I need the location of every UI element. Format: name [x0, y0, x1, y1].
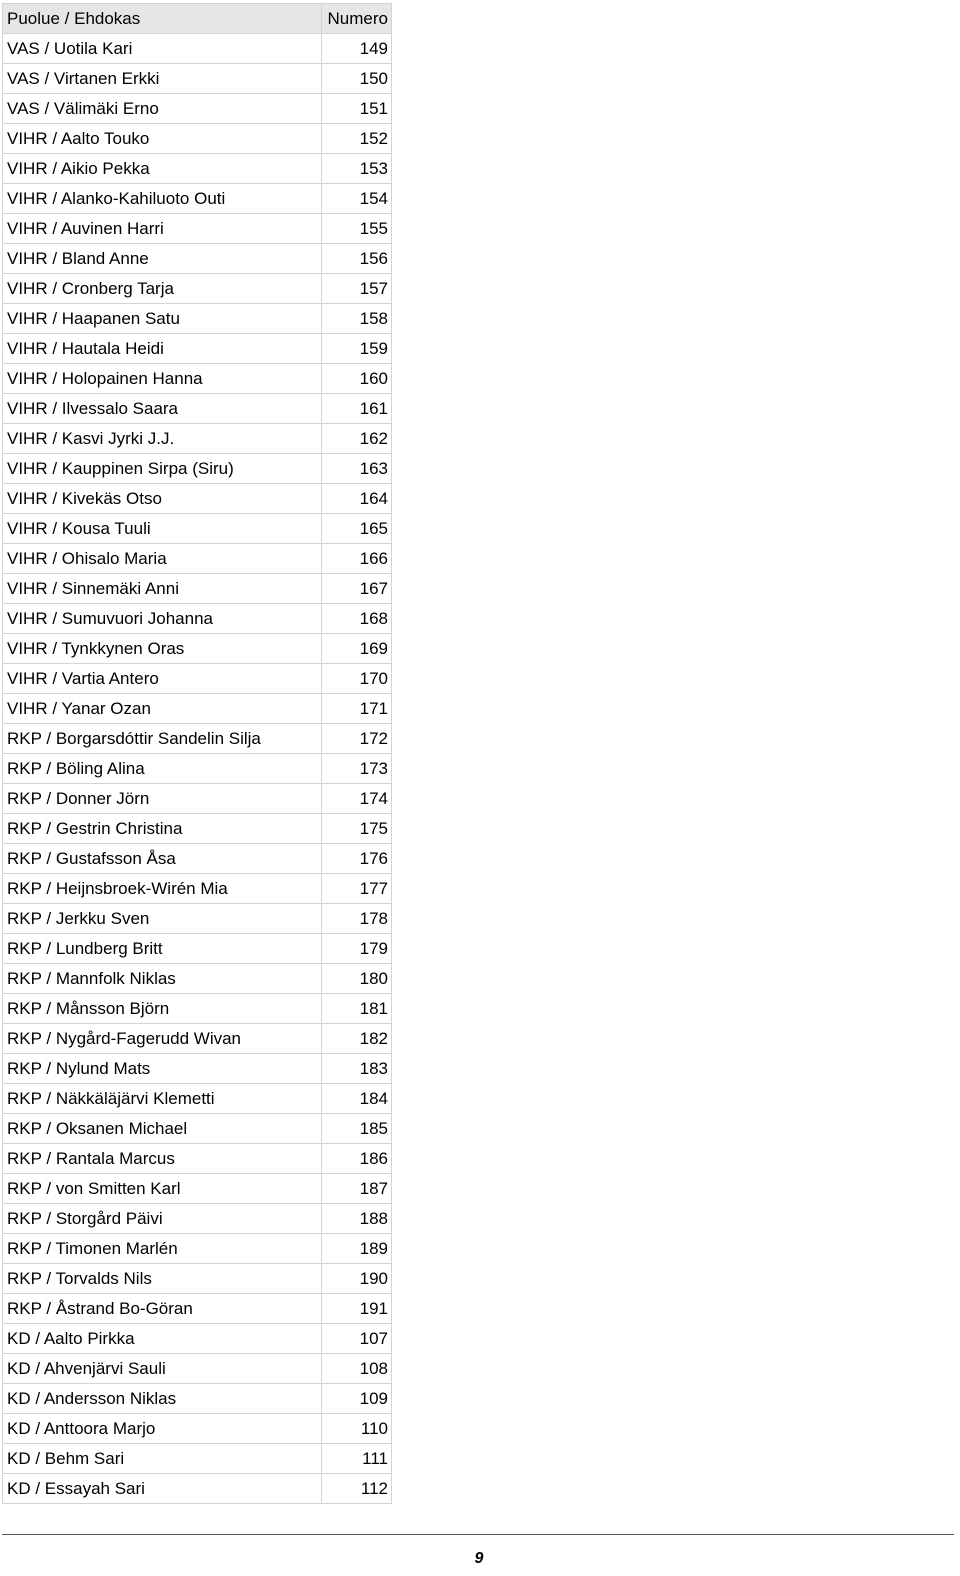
candidate-number-cell: 167	[322, 574, 392, 604]
candidate-name-cell: KD / Aalto Pirkka	[3, 1324, 322, 1354]
table-row	[3, 1474, 392, 1504]
table-row	[3, 784, 392, 814]
candidate-number-cell: 179	[322, 934, 392, 964]
table-row	[3, 244, 392, 274]
candidate-name-cell: VIHR / Ilvessalo Saara	[3, 394, 322, 424]
candidate-name-cell: VIHR / Tynkkynen Oras	[3, 634, 322, 664]
candidate-number-cell: 110	[322, 1414, 392, 1444]
table-row	[3, 1384, 392, 1414]
candidate-number-cell: 150	[322, 64, 392, 94]
candidate-number-cell: 149	[322, 34, 392, 64]
table-row	[3, 1294, 392, 1324]
table-row	[3, 184, 392, 214]
candidate-number-cell: 176	[322, 844, 392, 874]
candidate-number-cell: 161	[322, 394, 392, 424]
candidate-number-cell: 163	[322, 454, 392, 484]
table-row	[3, 424, 392, 454]
candidate-number-cell: 189	[322, 1234, 392, 1264]
table-row	[3, 34, 392, 64]
table-row	[3, 124, 392, 154]
candidate-name-cell: RKP / Rantala Marcus	[3, 1144, 322, 1174]
candidate-name-cell: RKP / Gestrin Christina	[3, 814, 322, 844]
candidate-name-cell: VAS / Virtanen Erkki	[3, 64, 322, 94]
candidate-name-cell: RKP / Donner Jörn	[3, 784, 322, 814]
table-row	[3, 1114, 392, 1144]
candidate-number-cell: 175	[322, 814, 392, 844]
candidate-number-cell: 109	[322, 1384, 392, 1414]
candidate-name-cell: RKP / Heijnsbroek-Wirén Mia	[3, 874, 322, 904]
candidate-number-cell: 181	[322, 994, 392, 1024]
table-row	[3, 334, 392, 364]
table-row	[3, 484, 392, 514]
candidate-number-cell: 172	[322, 724, 392, 754]
table-row	[3, 1024, 392, 1054]
candidate-number-cell: 174	[322, 784, 392, 814]
table-row	[3, 634, 392, 664]
candidate-name-cell: VIHR / Sumuvuori Johanna	[3, 604, 322, 634]
candidate-number-cell: 153	[322, 154, 392, 184]
table-row	[3, 1174, 392, 1204]
candidate-name-cell: KD / Anttoora Marjo	[3, 1414, 322, 1444]
candidate-name-cell: VIHR / Sinnemäki Anni	[3, 574, 322, 604]
table-row	[3, 994, 392, 1024]
candidate-number-cell: 156	[322, 244, 392, 274]
candidate-number-cell: 183	[322, 1054, 392, 1084]
candidate-number-cell: 182	[322, 1024, 392, 1054]
candidate-name-cell: VIHR / Vartia Antero	[3, 664, 322, 694]
candidate-name-cell: VIHR / Holopainen Hanna	[3, 364, 322, 394]
candidate-name-cell: VIHR / Kasvi Jyrki J.J.	[3, 424, 322, 454]
table-row	[3, 754, 392, 784]
table-row	[3, 544, 392, 574]
candidate-number-cell: 151	[322, 94, 392, 124]
candidate-name-cell: RKP / Åstrand Bo-Göran	[3, 1294, 322, 1324]
candidate-name-cell: VIHR / Aalto Touko	[3, 124, 322, 154]
candidate-name-cell: VIHR / Ohisalo Maria	[3, 544, 322, 574]
table-row	[3, 1144, 392, 1174]
header-party-candidate: Puolue / Ehdokas	[3, 4, 322, 34]
table-row	[3, 214, 392, 244]
candidate-name-cell: VAS / Uotila Kari	[3, 34, 322, 64]
candidate-number-cell: 162	[322, 424, 392, 454]
candidate-number-cell: 165	[322, 514, 392, 544]
candidate-name-cell: KD / Essayah Sari	[3, 1474, 322, 1504]
candidate-number-cell: 155	[322, 214, 392, 244]
candidate-table	[2, 3, 392, 1504]
table-row	[3, 694, 392, 724]
table-row	[3, 1354, 392, 1384]
candidate-name-cell: RKP / Torvalds Nils	[3, 1264, 322, 1294]
candidate-number-cell: 152	[322, 124, 392, 154]
table-row	[3, 814, 392, 844]
candidate-number-cell: 168	[322, 604, 392, 634]
candidate-name-cell: RKP / Borgarsdóttir Sandelin Silja	[3, 724, 322, 754]
page-number: 9	[474, 1550, 484, 1567]
candidate-name-cell: RKP / Timonen Marlén	[3, 1234, 322, 1264]
candidate-name-cell: RKP / Nylund Mats	[3, 1054, 322, 1084]
candidate-number-cell: 159	[322, 334, 392, 364]
candidate-name-cell: KD / Andersson Niklas	[3, 1384, 322, 1414]
candidate-name-cell: VIHR / Cronberg Tarja	[3, 274, 322, 304]
table-header-row	[3, 4, 392, 34]
candidate-number-cell: 158	[322, 304, 392, 334]
table-row	[3, 514, 392, 544]
candidate-name-cell: VIHR / Alanko-Kahiluoto Outi	[3, 184, 322, 214]
candidate-number-cell: 107	[322, 1324, 392, 1354]
table-row	[3, 1054, 392, 1084]
candidate-name-cell: RKP / Böling Alina	[3, 754, 322, 784]
table-row	[3, 1414, 392, 1444]
candidate-name-cell: RKP / von Smitten Karl	[3, 1174, 322, 1204]
candidate-number-cell: 154	[322, 184, 392, 214]
table-body	[3, 34, 392, 1504]
candidate-name-cell: VIHR / Bland Anne	[3, 244, 322, 274]
table-row	[3, 664, 392, 694]
table-row	[3, 1204, 392, 1234]
candidate-number-cell: 191	[322, 1294, 392, 1324]
table-row	[3, 1444, 392, 1474]
candidate-name-cell: KD / Behm Sari	[3, 1444, 322, 1474]
table-row	[3, 604, 392, 634]
candidate-number-cell: 190	[322, 1264, 392, 1294]
table-row	[3, 964, 392, 994]
candidate-number-cell: 169	[322, 634, 392, 664]
table-row	[3, 364, 392, 394]
table-row	[3, 1234, 392, 1264]
candidate-number-cell: 188	[322, 1204, 392, 1234]
candidate-name-cell: VIHR / Kivekäs Otso	[3, 484, 322, 514]
candidate-name-cell: VIHR / Kousa Tuuli	[3, 514, 322, 544]
table-row	[3, 1324, 392, 1354]
candidate-number-cell: 177	[322, 874, 392, 904]
table-row	[3, 904, 392, 934]
candidate-name-cell: RKP / Storgård Päivi	[3, 1204, 322, 1234]
candidate-name-cell: VIHR / Yanar Ozan	[3, 694, 322, 724]
candidate-number-cell: 186	[322, 1144, 392, 1174]
candidate-name-cell: VIHR / Kauppinen Sirpa (Siru)	[3, 454, 322, 484]
candidate-number-cell: 160	[322, 364, 392, 394]
candidate-name-cell: VIHR / Aikio Pekka	[3, 154, 322, 184]
candidate-number-cell: 173	[322, 754, 392, 784]
table-row	[3, 724, 392, 754]
candidate-name-cell: RKP / Gustafsson Åsa	[3, 844, 322, 874]
table-row	[3, 274, 392, 304]
candidate-number-cell: 108	[322, 1354, 392, 1384]
candidate-number-cell: 184	[322, 1084, 392, 1114]
candidate-number-cell: 185	[322, 1114, 392, 1144]
table-row	[3, 454, 392, 484]
header-number: Numero	[322, 4, 392, 34]
candidate-number-cell: 187	[322, 1174, 392, 1204]
table-row	[3, 574, 392, 604]
candidate-name-cell: VAS / Välimäki Erno	[3, 94, 322, 124]
table-row	[3, 94, 392, 124]
table-row	[3, 64, 392, 94]
table-row	[3, 1264, 392, 1294]
candidate-number-cell: 164	[322, 484, 392, 514]
candidate-name-cell: RKP / Näkkäläjärvi Klemetti	[3, 1084, 322, 1114]
candidate-name-cell: RKP / Nygård-Fagerudd Wivan	[3, 1024, 322, 1054]
candidate-number-cell: 112	[322, 1474, 392, 1504]
candidate-number-cell: 180	[322, 964, 392, 994]
table-row	[3, 394, 392, 424]
candidate-number-cell: 111	[322, 1444, 392, 1474]
candidate-number-cell: 170	[322, 664, 392, 694]
table-row	[3, 1084, 392, 1114]
candidate-name-cell: KD / Ahvenjärvi Sauli	[3, 1354, 322, 1384]
table-row	[3, 304, 392, 334]
table-row	[3, 154, 392, 184]
candidate-name-cell: RKP / Lundberg Britt	[3, 934, 322, 964]
candidate-number-cell: 166	[322, 544, 392, 574]
candidate-name-cell: RKP / Oksanen Michael	[3, 1114, 322, 1144]
candidate-number-cell: 171	[322, 694, 392, 724]
candidate-name-cell: RKP / Månsson Björn	[3, 994, 322, 1024]
candidate-name-cell: RKP / Mannfolk Niklas	[3, 964, 322, 994]
candidate-number-cell: 178	[322, 904, 392, 934]
table-row	[3, 844, 392, 874]
table-row	[3, 934, 392, 964]
candidate-name-cell: VIHR / Haapanen Satu	[3, 304, 322, 334]
candidate-name-cell: VIHR / Auvinen Harri	[3, 214, 322, 244]
candidate-number-cell: 157	[322, 274, 392, 304]
candidate-name-cell: RKP / Jerkku Sven	[3, 904, 322, 934]
table-row	[3, 874, 392, 904]
footer-divider	[2, 1534, 954, 1535]
candidate-name-cell: VIHR / Hautala Heidi	[3, 334, 322, 364]
